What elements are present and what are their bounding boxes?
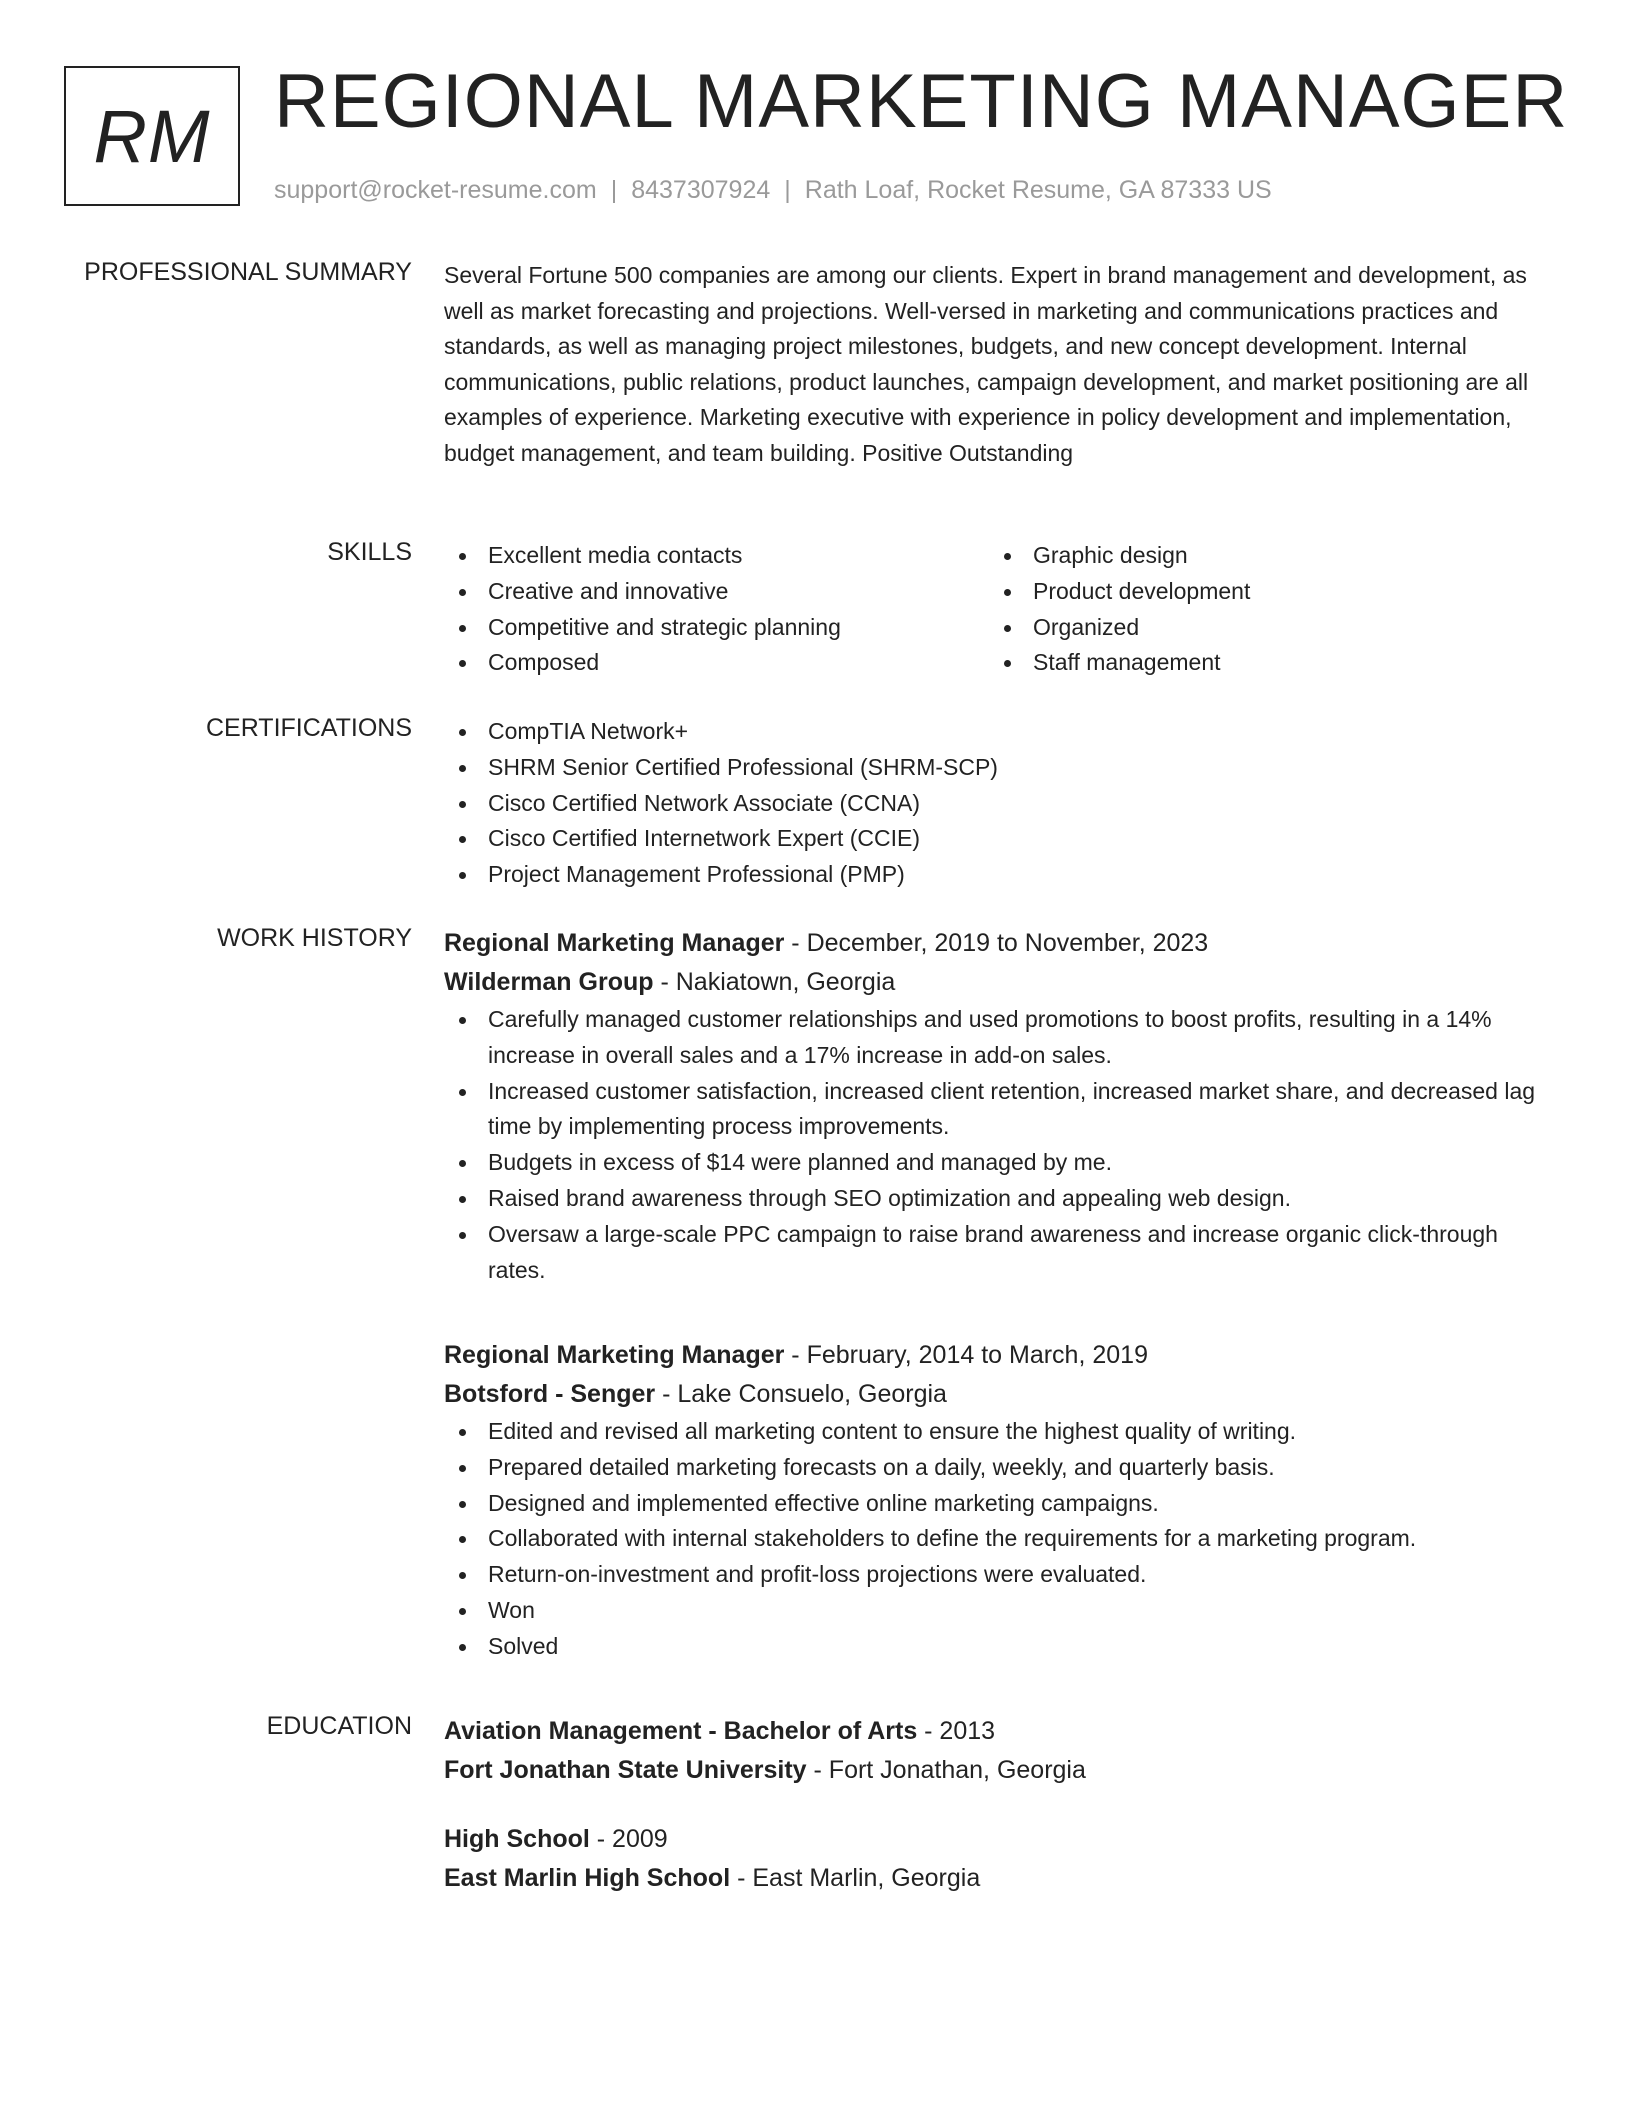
section-label-skills: SKILLS	[327, 538, 412, 566]
job-bullets	[444, 1002, 1554, 1288]
job-company: Wilderman Group	[444, 968, 654, 996]
education-location: - East Marlin, Georgia	[730, 1864, 981, 1892]
contact-separator: |	[610, 176, 618, 204]
education-degree: Aviation Management - Bachelor of Arts	[444, 1717, 918, 1745]
contact-email: support@rocket-resume.com	[274, 176, 597, 204]
list-item: Cisco Certified Network Associate (CCNA)	[444, 786, 1554, 822]
job-bullets	[444, 1414, 1554, 1665]
education-degree: High School	[444, 1825, 590, 1853]
education-school-line	[444, 1750, 1554, 1790]
list-item: Return-on-investment and profit-loss projections were evaluated.	[444, 1557, 1554, 1593]
list-item: Organized	[989, 610, 1534, 646]
education-entry	[444, 1820, 1554, 1898]
monogram-box	[64, 66, 240, 206]
list-item: Product development	[989, 574, 1534, 610]
list-item: Increased customer satisfaction, increased client retention, increased market share, and decreased lag time by implementing process improvements.	[444, 1074, 1554, 1146]
job-title: Regional Marketing Manager	[444, 929, 785, 957]
section-label-certifications: CERTIFICATIONS	[205, 714, 412, 742]
list-item: Prepared detailed marketing forecasts on a daily, weekly, and quarterly basis.	[444, 1450, 1554, 1486]
job-dates: - December, 2019 to November, 2023	[784, 929, 1209, 957]
job-location: - Nakiatown, Georgia	[653, 968, 896, 996]
education-school-line	[444, 1858, 1554, 1898]
list-item: Graphic design	[989, 538, 1534, 574]
list-item: Composed	[444, 645, 989, 681]
list-item: Won	[444, 1593, 1554, 1629]
list-item: Collaborated with internal stakeholders to define the requirements for a marketing program.	[444, 1521, 1554, 1557]
list-item: Excellent media contacts	[444, 538, 989, 574]
education-entry	[444, 1712, 1554, 1790]
education-school: East Marlin High School	[444, 1864, 731, 1892]
list-item: Cisco Certified Internetwork Expert (CCIE)	[444, 821, 1554, 857]
resume-name: REGIONAL MARKETING MANAGER	[274, 59, 1569, 144]
skills-list-right	[989, 538, 1534, 681]
summary-text: Several Fortune 500 companies are among our clients. Expert in brand management and development, as well as market forecasting and projections. Well-versed in marketing and communications practices and standards, as well as managing project milestones, budgets, and new concept development. Internal communications, public relations, product launches, campaign development, and market positioning are all examples of experience. Marketing executive with experience in policy development and implementation, budget management, and team building. Positive Outstanding	[444, 262, 1529, 466]
contact-separator: |	[784, 176, 791, 204]
job-company: Botsford - Senger	[444, 1380, 656, 1408]
job-company-line	[444, 1374, 1554, 1414]
contact-line	[274, 176, 1272, 205]
education-year: - 2009	[589, 1825, 668, 1853]
list-item: Edited and revised all marketing content to ensure the highest quality of writing.	[444, 1414, 1554, 1450]
list-item: Oversaw a large-scale PPC campaign to raise brand awareness and increase organic click-through rates.	[444, 1217, 1554, 1289]
job-title: Regional Marketing Manager	[444, 1341, 785, 1369]
education-location: - Fort Jonathan, Georgia	[806, 1756, 1086, 1784]
education-school: Fort Jonathan State University	[444, 1756, 807, 1784]
job-title-line	[444, 924, 1554, 962]
list-item: Raised brand awareness through SEO optimization and appealing web design.	[444, 1181, 1554, 1217]
section-label-work-history: WORK HISTORY	[217, 924, 412, 952]
job-title-line	[444, 1336, 1554, 1374]
list-item: Designed and implemented effective online marketing campaigns.	[444, 1486, 1554, 1522]
list-item: Solved	[444, 1629, 1554, 1665]
list-item: SHRM Senior Certified Professional (SHRM-SCP)	[444, 750, 1554, 786]
job-location: - Lake Consuelo, Georgia	[655, 1380, 947, 1408]
list-item: Carefully managed customer relationships and used promotions to boost profits, resulting in a 14% increase in overall sales and a 17% increase in add-on sales.	[444, 1002, 1554, 1074]
job-entry	[444, 924, 1554, 1288]
education-year: - 2013	[917, 1717, 996, 1745]
list-item: Competitive and strategic planning	[444, 610, 989, 646]
monogram-initials: RM	[93, 94, 211, 178]
skills-list-left	[444, 538, 989, 681]
job-dates: - February, 2014 to March, 2019	[784, 1341, 1148, 1369]
list-item: Budgets in excess of $14 were planned and managed by me.	[444, 1145, 1554, 1181]
list-item: Project Management Professional (PMP)	[444, 857, 1554, 893]
education-degree-line	[444, 1712, 1554, 1750]
list-item: Creative and innovative	[444, 574, 989, 610]
contact-phone: 8437307924	[631, 176, 771, 204]
certifications-list	[444, 714, 1554, 893]
list-item: Staff management	[989, 645, 1534, 681]
list-item: CompTIA Network+	[444, 714, 1554, 750]
job-entry	[444, 1336, 1554, 1665]
section-label-education: EDUCATION	[266, 1712, 412, 1740]
education-degree-line	[444, 1820, 1554, 1858]
job-company-line	[444, 962, 1554, 1002]
contact-address: Rath Loaf, Rocket Resume, GA 87333 US	[804, 176, 1272, 204]
section-label-summary: PROFESSIONAL SUMMARY	[84, 258, 412, 286]
